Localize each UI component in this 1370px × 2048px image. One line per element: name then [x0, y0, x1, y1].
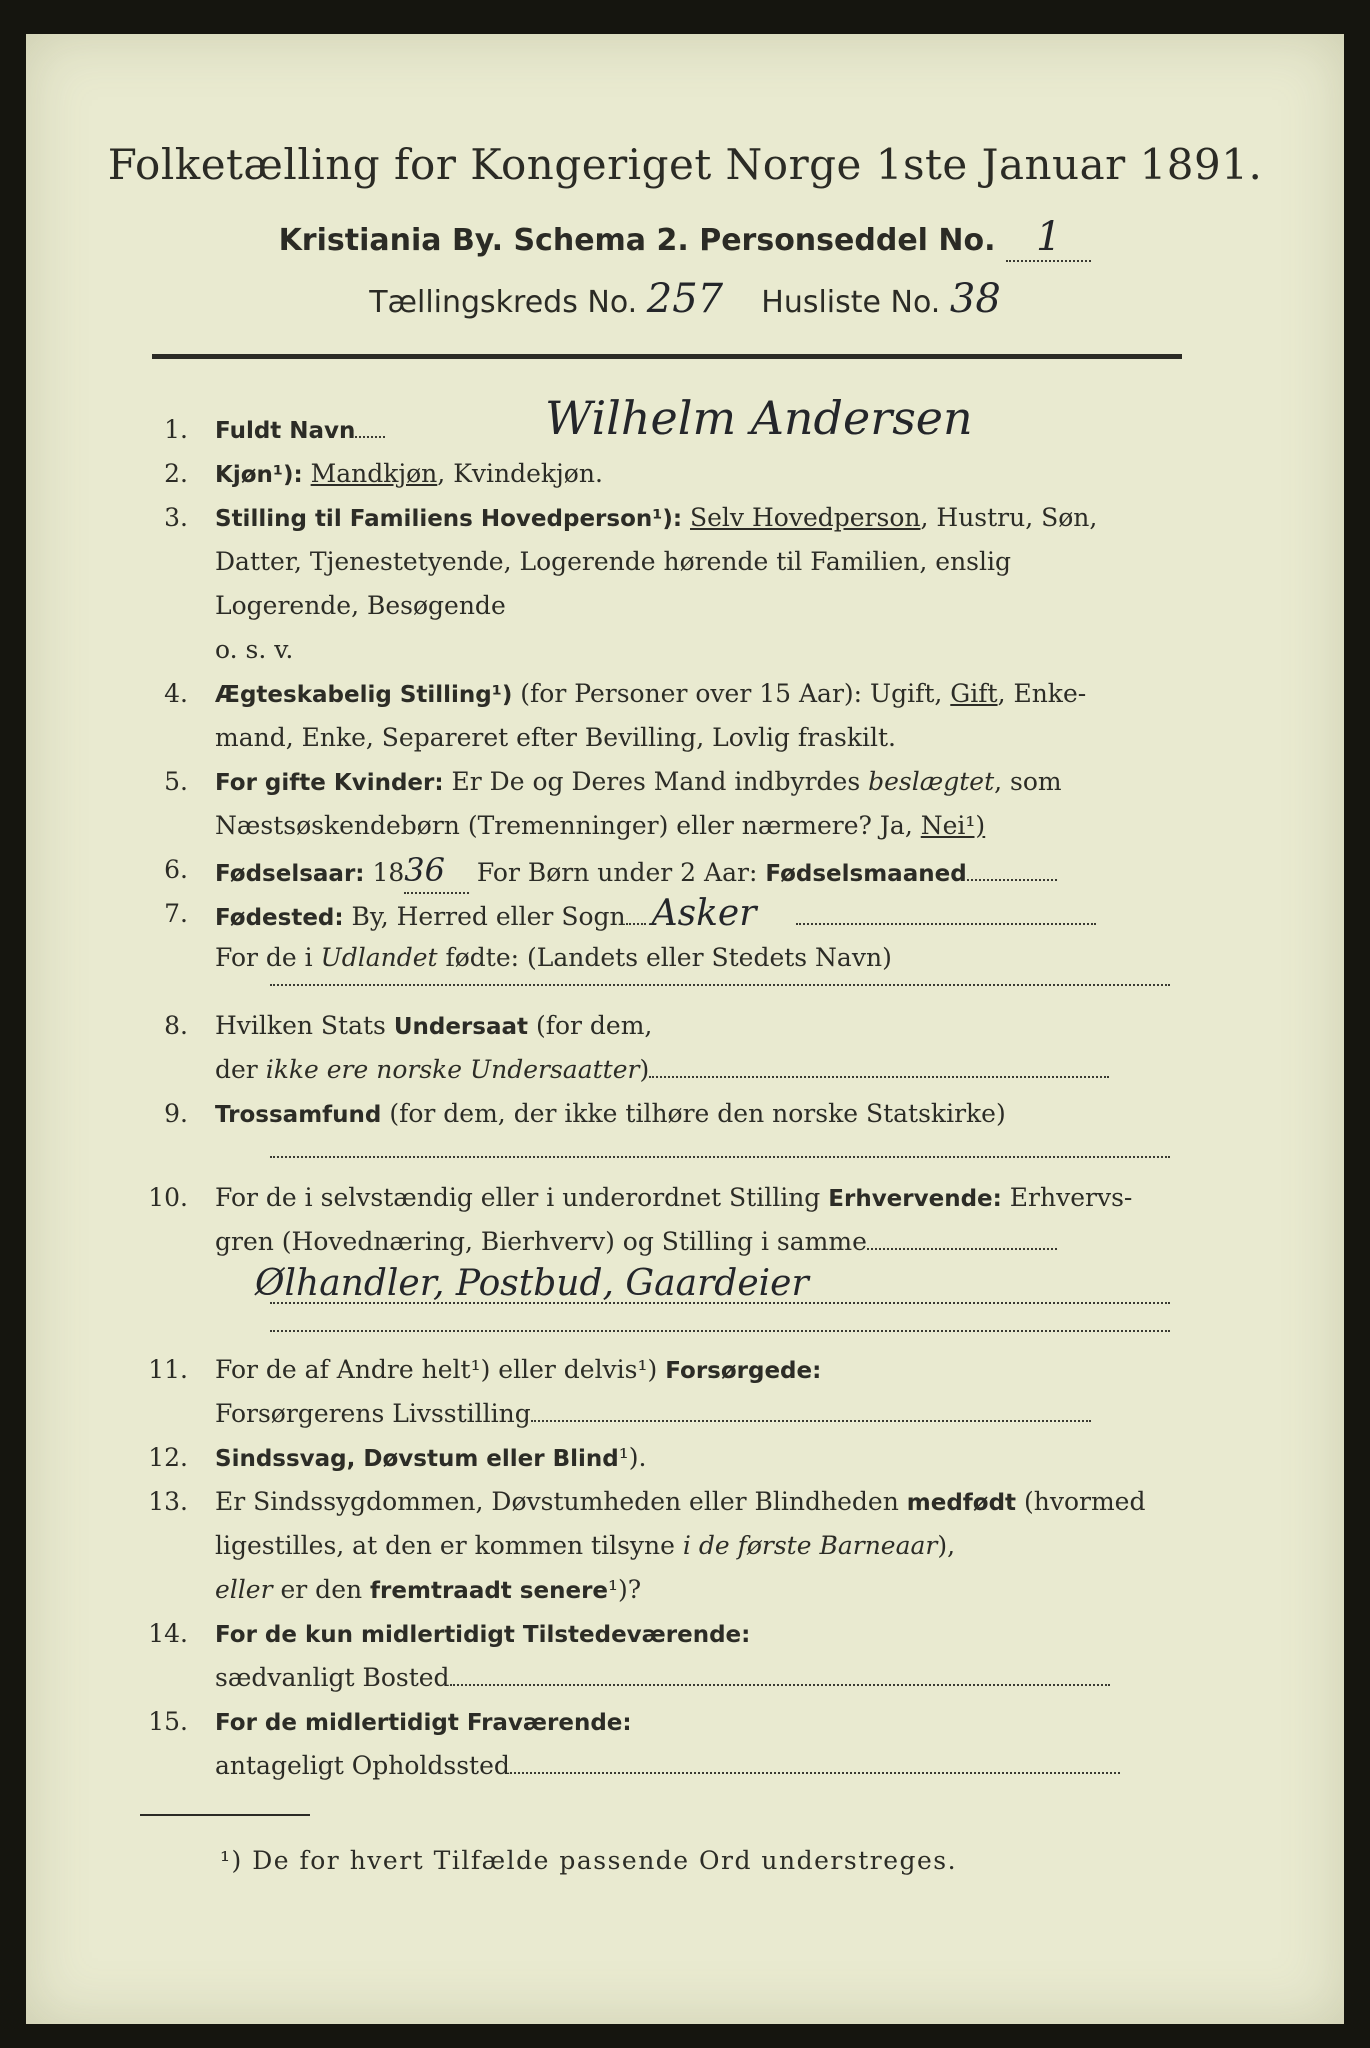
occupation-value: Ølhandler, Postbud, Gaardeier	[255, 1263, 809, 1304]
form-title: Folketælling for Kongeriget Norge 1ste Januar 1891.	[107, 140, 1263, 189]
taellingskreds-label: Tællingskreds No.	[369, 285, 638, 320]
footnote: ¹) De for hvert Tilfælde passende Ord understreges.	[220, 1846, 958, 1875]
personseddel-number: 1	[1006, 214, 1091, 262]
related-selected: Nei¹)	[920, 811, 986, 840]
gender-male-selected: Mandkjøn	[310, 459, 438, 488]
husliste-number: 38	[949, 276, 1001, 322]
family-position-selected: Selv Hovedperson	[690, 503, 921, 532]
footnote-divider	[140, 1814, 310, 1816]
full-name-value: Wilhelm Andersen	[545, 391, 973, 445]
schema-line: Kristiania By. Schema 2. Personseddel No.	[278, 223, 996, 258]
taellingskreds-number: 257	[646, 276, 724, 322]
header-divider	[152, 354, 1182, 359]
birthplace-value: Asker	[651, 893, 757, 934]
district-line	[0, 276, 1370, 322]
husliste-label: Husliste No.	[761, 285, 941, 320]
form-subtitle	[0, 214, 1370, 262]
marital-status-selected: Gift	[950, 679, 998, 708]
birth-year-value: 36	[404, 848, 469, 894]
